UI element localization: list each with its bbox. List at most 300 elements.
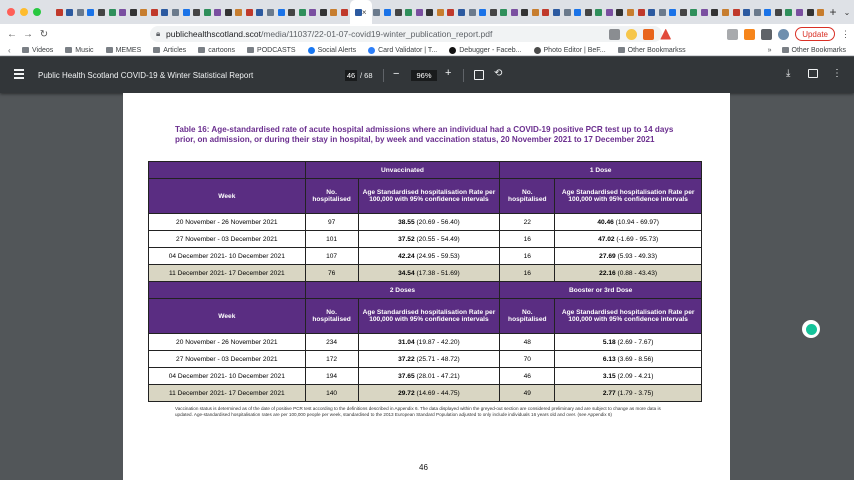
browser-tab[interactable] [699,0,710,24]
confidence-interval: (5.93 - 49.33) [615,252,658,260]
bookmark-label: Debugger - Faceb... [459,46,522,54]
bookmark-item[interactable] [308,47,357,54]
tab-favicon-icon [119,9,126,16]
browser-tab[interactable] [425,0,436,24]
browser-tab[interactable] [720,0,731,24]
tab-favicon-icon [553,9,560,16]
rate-cell [555,265,702,282]
tab-favicon-icon [616,9,623,16]
confidence-interval: (24.95 - 59.53) [414,252,460,260]
tab-favicon-icon [299,9,306,16]
table-row [149,248,702,265]
week-cell: 20 November - 26 November 2021 [149,334,306,351]
extension-icon[interactable] [727,29,738,40]
url-host: publichealthscotland.scot [166,29,261,39]
col-week-header: Week [149,299,306,334]
count-cell: 48 [500,334,555,351]
tab-favicon-icon [355,9,362,16]
page-total: / 68 [360,71,373,80]
lock-icon: 🔒︎ [156,29,161,38]
browser-tab[interactable] [551,0,562,24]
browser-tab[interactable] [615,0,626,24]
metamask-icon[interactable] [744,29,755,40]
browser-tab[interactable] [403,0,414,24]
count-cell: 16 [500,248,555,265]
tab-favicon-icon [458,9,465,16]
browser-tab[interactable] [107,0,118,24]
week-cell: 04 December 2021- 10 December 2021 [149,368,306,385]
column-header-row [149,299,702,334]
folder-icon [247,47,254,53]
rate-value: 31.04 [398,338,415,346]
confidence-interval: (20.69 - 56.40) [414,218,460,226]
table-row [149,334,702,351]
count-cell: 194 [305,368,358,385]
confidence-interval: (10.94 - 69.97) [613,218,659,226]
col-rate-header: Age Standardised hospitalisation Rate per 100,000 with 95% confidence intervals [358,299,500,334]
browser-tab[interactable] [710,0,721,24]
rate-cell [358,351,500,368]
tab-favicon-icon [627,9,634,16]
tab-favicon-icon [764,9,771,16]
bookmark-item[interactable] [247,47,296,54]
browser-tab[interactable] [583,0,594,24]
bookmark-item[interactable] [106,47,142,54]
browser-tab[interactable] [625,0,636,24]
browser-tab[interactable] [170,0,181,24]
apps-grid-icon[interactable]: ‹ [8,46,11,55]
puzzle-icon[interactable] [761,29,772,40]
bookmark-label: Articles [163,46,187,54]
tab-favicon-icon [309,9,316,16]
rotate-icon[interactable]: ⟲ [494,68,503,79]
minimize-window-button[interactable] [20,8,28,16]
table-title: Table 16: Age-standardised rate of acute hospital admissions where an individual had a COVID-19 positive PCR test up to 14 days prior, on admission, or during their stay in hospital, by week and vaccination status, 20 November 2021 to 17 December 2021 [175,125,674,145]
print-icon[interactable] [808,69,818,78]
tab-favicon-icon [542,9,549,16]
table-row [149,351,702,368]
group-header: Booster or 3rd Dose [500,282,702,299]
browser-tab[interactable] [393,0,404,24]
other-bookmarks[interactable] [768,44,846,56]
bookmark-item[interactable] [618,47,686,54]
tab-favicon-icon [711,9,718,16]
browser-tab[interactable] [477,0,488,24]
browser-tab[interactable] [308,0,319,24]
pdf-toolbar [0,57,854,93]
browser-tab[interactable] [815,0,826,24]
week-cell: 04 December 2021- 10 December 2021 [149,248,306,265]
tab-favicon-icon [606,9,613,16]
browser-tab[interactable] [488,0,499,24]
week-cell: 11 December 2021- 17 December 2021 [149,385,306,402]
browser-tab[interactable] [117,0,128,24]
pdf-page [123,93,730,480]
tab-favicon-icon [574,9,581,16]
bookmarks-bar [0,44,854,56]
confidence-interval: (17.38 - 51.69) [414,269,460,277]
count-cell: 101 [305,231,358,248]
tab-search-icon[interactable]: ⌄ [843,7,851,17]
browser-tab[interactable] [181,0,192,24]
browser-tab[interactable] [805,0,816,24]
bookmark-item[interactable] [198,47,235,54]
page-number-input[interactable]: 46 [346,71,356,80]
tab-favicon-icon [395,9,402,16]
rate-value: 5.18 [602,338,616,346]
site-favicon-icon [449,47,456,54]
browser-tab[interactable] [752,0,763,24]
browser-tab[interactable] [667,0,678,24]
browser-tab[interactable] [139,0,150,24]
tab-favicon-icon [109,9,116,16]
browser-tab[interactable] [212,0,223,24]
tab-favicon-icon [437,9,444,16]
tab-favicon-icon [669,9,676,16]
menu-icon[interactable] [14,69,24,81]
browser-tab[interactable] [382,0,393,24]
bookmark-list [22,44,698,56]
browser-tab[interactable] [520,0,531,24]
count-cell: 49 [500,385,555,402]
col-no-header: No. hospitalised [305,299,358,334]
rate-value: 22.16 [599,269,616,277]
rate-value: 37.22 [398,355,415,363]
page-number: 46 [419,463,428,472]
bookmark-item[interactable] [65,47,93,54]
tab-favicon-icon [193,9,200,16]
confidence-interval: (19.87 - 42.20) [414,338,460,346]
grammarly-icon[interactable] [802,320,820,338]
bookmark-item[interactable] [153,47,186,54]
table-row [149,265,702,282]
tab-strip [0,0,854,24]
browser-tab[interactable] [562,0,573,24]
group-header-blank [149,282,306,299]
rate-cell [555,231,702,248]
tab-favicon-icon [775,9,782,16]
tab-favicon-icon [225,9,232,16]
week-cell: 27 November - 03 December 2021 [149,351,306,368]
col-no-header: No. hospitalised [500,299,555,334]
folder-icon [782,47,789,53]
rate-cell [555,334,702,351]
tab-favicon-icon [235,9,242,16]
browser-tab[interactable] [297,0,308,24]
browser-tab[interactable] [435,0,446,24]
browser-tab[interactable] [509,0,520,24]
rate-cell [358,214,500,231]
browser-tab[interactable] [265,0,276,24]
rate-cell [555,248,702,265]
browser-tab[interactable] [244,0,255,24]
browser-tab[interactable] [773,0,784,24]
tab-favicon-icon [172,9,179,16]
tab-favicon-icon [405,9,412,16]
browser-tab[interactable] [604,0,615,24]
tab-list [54,0,826,24]
tab-favicon-icon [320,9,327,16]
site-favicon-icon [308,47,315,54]
tab-favicon-icon [490,9,497,16]
browser-tab[interactable] [65,0,76,24]
folder-icon [198,47,205,53]
rate-value: 42.24 [398,252,415,260]
count-cell: 107 [305,248,358,265]
browser-tab[interactable] [530,0,541,24]
rate-value: 37.52 [398,235,415,243]
table-row [149,214,702,231]
extensions-area [609,27,850,41]
browser-tab[interactable] [96,0,107,24]
browser-tab[interactable] [446,0,457,24]
rate-cell [358,334,500,351]
browser-tab[interactable] [255,0,266,24]
rate-cell [358,368,500,385]
bookmark-label: Social Alerts [317,46,357,54]
bookmark-label: Other Bookmarkss [627,46,686,54]
count-cell: 16 [500,265,555,282]
browser-tab[interactable] [636,0,647,24]
tab-favicon-icon [416,9,423,16]
tab-favicon-icon [330,9,337,16]
rate-cell [555,385,702,402]
brave-shield-icon[interactable] [643,29,654,40]
tab-favicon-icon [288,9,295,16]
reload-button[interactable]: ↻ [39,28,49,40]
browser-tab[interactable] [414,0,425,24]
rate-cell [358,385,500,402]
rate-value: 47.02 [598,235,615,243]
rate-value: 27.69 [599,252,616,260]
col-no-header: No. hospitalised [305,179,358,214]
rate-cell [358,248,500,265]
zoom-in-button[interactable]: + [445,67,452,79]
browser-tab[interactable] [731,0,742,24]
col-rate-header: Age Standardised hospitalisation Rate per 100,000 with 95% confidence intervals [358,179,500,214]
col-rate-header: Age Standardised hospitalisation Rate per 100,000 with 95% confidence intervals [555,299,702,334]
count-cell: 172 [305,351,358,368]
browser-tab[interactable] [276,0,287,24]
zoom-out-button[interactable]: − [393,68,400,80]
browser-tab[interactable] [467,0,478,24]
rate-value: 34.54 [398,269,415,277]
tab-favicon-icon [341,9,348,16]
browser-tab[interactable] [329,0,340,24]
group-header: 1 Dose [500,162,702,179]
count-cell: 97 [305,214,358,231]
tab-favicon-icon [130,9,137,16]
browser-tab[interactable] [594,0,605,24]
tab-favicon-icon [256,9,263,16]
bookmark-item[interactable] [534,47,606,54]
browser-tab[interactable] [784,0,795,24]
other-bookmarks-label: Other Bookmarks [791,46,846,54]
bookmark-item[interactable] [449,47,521,54]
tab-favicon-icon [817,9,824,16]
browser-tab[interactable] [202,0,213,24]
site-favicon-icon [368,47,375,54]
tab-favicon-icon [469,9,476,16]
url-path: /media/11037/22-01-07-covid19-winter_publication_report.pdf [260,29,493,39]
tab-favicon-icon [98,9,105,16]
browser-tab[interactable] [75,0,86,24]
count-cell: 46 [500,368,555,385]
tab-favicon-icon [754,9,761,16]
window-controls [0,8,54,16]
bookmarks-overflow-icon[interactable]: » [767,46,772,54]
tab-favicon-icon [701,9,708,16]
maximize-window-button[interactable] [33,8,41,16]
more-actions-icon[interactable]: ⋮ [832,68,842,79]
count-cell: 140 [305,385,358,402]
rate-cell [358,231,500,248]
browser-tab[interactable] [541,0,552,24]
tab-favicon-icon [161,9,168,16]
browser-toolbar [0,24,854,44]
browser-tab[interactable] [372,0,383,24]
close-window-button[interactable] [7,8,15,16]
browser-tab[interactable] [572,0,583,24]
bookmark-label: cartoons [208,46,236,54]
tab-favicon-icon [479,9,486,16]
tab-favicon-icon [532,9,539,16]
rate-cell [555,214,702,231]
tab-favicon-icon [151,9,158,16]
tab-favicon-icon [785,9,792,16]
fit-page-icon[interactable] [474,70,484,80]
rate-cell [555,351,702,368]
folder-icon [106,47,113,53]
browser-tab[interactable] [456,0,467,24]
bookmark-label: Videos [32,46,54,54]
tab-favicon-icon [87,9,94,16]
tab-favicon-icon [56,9,63,16]
browser-tab[interactable] [286,0,297,24]
browser-tab[interactable] [191,0,202,24]
count-cell: 70 [500,351,555,368]
tab-favicon-icon [733,9,740,16]
browser-tab[interactable] [763,0,774,24]
rate-value: 2.77 [602,389,616,397]
table-footnote: Vaccination status is determined as of the date of positive PCR test according to the definitions described in Appendix 6. The data displayed within the greyed-out section are considered preliminary and are subject to change as more data is updated. Age-standardised hospitalisation rates are per 100,000 people per week, standardised to the 2013 European Standard Population adjusted to only include individuals 16 years old and over. (see Appendix 6) [175,406,661,417]
browser-tab[interactable] [689,0,700,24]
bookmark-item[interactable] [22,47,53,54]
tab-favicon-icon [807,9,814,16]
close-tab-icon[interactable]: × [361,7,367,17]
browser-tab[interactable] [339,0,350,24]
brave-rewards-icon[interactable] [660,29,671,40]
tab-favicon-icon [659,9,666,16]
tab-favicon-icon [278,9,285,16]
back-button[interactable]: ← [7,28,17,40]
browser-tab[interactable] [646,0,657,24]
bookmark-label: Music [75,46,94,54]
download-icon[interactable]: ⤓ [786,68,791,79]
tab-favicon-icon [447,9,454,16]
col-no-header: No. hospitalised [500,179,555,214]
bookmark-item[interactable] [368,47,437,54]
rate-value: 29.72 [398,389,415,397]
rate-value: 6.13 [602,355,616,363]
browser-tab[interactable] [54,0,65,24]
browser-tab[interactable] [657,0,668,24]
confidence-interval: (1.79 - 3.75) [615,389,654,397]
toolbar-divider [383,69,384,82]
col-rate-header: Age Standardised hospitalisation Rate per 100,000 with 95% confidence intervals [555,179,702,214]
bookmark-star-icon[interactable] [626,29,637,40]
browser-tab[interactable] [498,0,509,24]
tab-favicon-icon [743,9,750,16]
vaccination-table [148,161,702,402]
forward-button[interactable]: → [23,28,33,40]
confidence-interval: (2.69 - 7.67) [615,338,654,346]
group-header: 2 Doses [305,282,500,299]
tab-favicon-icon [500,9,507,16]
bookmark-label: Card Validator | T... [378,46,438,54]
group-header-row [149,162,702,179]
tab-favicon-icon [722,9,729,16]
tab-favicon-icon [595,9,602,16]
browser-tab[interactable] [318,0,329,24]
bookmark-label: MEMES [115,46,142,54]
rate-value: 40.46 [597,218,614,226]
tab-favicon-icon [680,9,687,16]
browser-tab[interactable] [794,0,805,24]
confidence-interval: (3.69 - 8.56) [615,355,654,363]
tab-favicon-icon [585,9,592,16]
browser-tab[interactable] [741,0,752,24]
browser-menu-icon[interactable]: ⋮ [841,28,850,39]
browser-tab[interactable] [128,0,139,24]
tab-favicon-icon [648,9,655,16]
browser-tab-active[interactable] [350,0,372,24]
group-header: Unvaccinated [305,162,500,179]
bookmark-label: PODCASTS [257,46,296,54]
address-bar[interactable] [150,26,662,42]
tab-favicon-icon [204,9,211,16]
browser-tab[interactable] [149,0,160,24]
folder-icon [618,47,625,53]
tab-favicon-icon [384,9,391,16]
rate-cell [358,265,500,282]
folder-icon [65,47,72,53]
update-button[interactable]: Update [795,27,835,41]
week-cell: 11 December 2021- 17 December 2021 [149,265,306,282]
table-row [149,368,702,385]
zoom-level-input[interactable]: 96% [411,70,437,81]
tab-favicon-icon [373,9,380,16]
tab-favicon-icon [246,9,253,16]
browser-tab[interactable] [223,0,234,24]
tab-favicon-icon [267,9,274,16]
rate-cell [555,368,702,385]
tab-favicon-icon [521,9,528,16]
share-icon[interactable] [609,29,620,40]
new-tab-button[interactable]: + [829,5,837,19]
tab-favicon-icon [690,9,697,16]
rate-value: 37.65 [398,372,415,380]
browser-tab[interactable] [160,0,171,24]
tab-favicon-icon [140,9,147,16]
column-header-row [149,179,702,214]
confidence-interval: (28.01 - 47.21) [414,372,460,380]
profile-avatar[interactable] [778,29,789,40]
browser-tab[interactable] [86,0,97,24]
browser-tab[interactable] [234,0,245,24]
browser-tab[interactable] [678,0,689,24]
tab-favicon-icon [66,9,73,16]
